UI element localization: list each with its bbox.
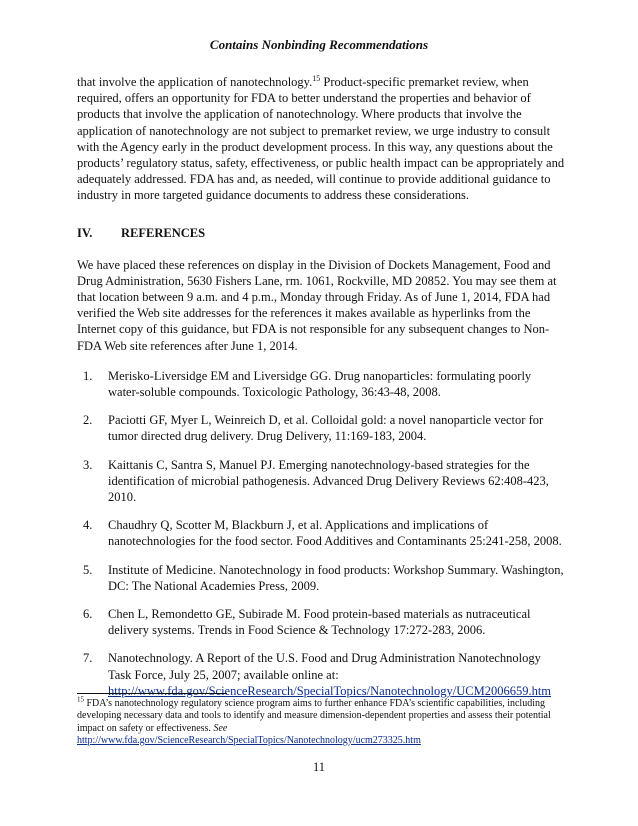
reference-text: Paciotti GF, Myer L, Weinreich D, et al. Colloidal gold: a novel nanoparticle vector for tumor directed drug delivery. Drug Delivery, 11:169-183, 2004. — [108, 413, 544, 444]
reference-item — [77, 606, 565, 638]
section-number: IV. — [77, 225, 93, 240]
reference-number: 7. — [83, 651, 93, 666]
section-heading — [77, 226, 565, 241]
reference-number: 1. — [83, 368, 93, 383]
reference-item — [77, 457, 565, 506]
reference-number: 2. — [83, 413, 93, 428]
footnote-number: 15 — [77, 695, 84, 704]
reference-item — [77, 412, 565, 444]
reference-item — [77, 650, 565, 699]
footnote — [77, 695, 567, 747]
reference-text: Chen L, Remondetto GE, Subirade M. Food protein-based materials as nutraceutical delivery systems. Trends in Food Science & Technology 17:272-283, 2006. — [108, 607, 531, 638]
footnote-link[interactable]: http://www.fda.gov/ScienceResearch/SpecialTopics/Nanotechnology/ucm273325.htm — [77, 734, 421, 746]
intro-text-before: that involve the application of nanotechnology. — [77, 75, 313, 89]
reference-text-block — [108, 650, 565, 699]
references-list — [77, 368, 565, 699]
section-title: REFERENCES — [121, 225, 206, 240]
intro-text-after: Product-specific premarket review, when required, offers an opportunity for FDA to better understand the properties and behavior of products that involve the application of nanotechnology. Where products that involve the application of nanotechnology are not subject to premarket review, we urge industry to consult with the Agency early in the product development process. In this way, any questions about the products’ regulatory status, safety, effectiveness, or public health impact can be appropriately and adequately addressed. FDA has and, as needed, will continue to provide additional guidance to industry in more targeted guidance documents to address these considerations. — [77, 75, 565, 203]
references-intro-paragraph: We have placed these references on display in the Division of Dockets Management, Food and Drug Administration, 5630 Fishers Lane, rm. 1061, Rockville, MD 20852. You may see them at that location between 9 a.m. and 4 p.m., Monday through Friday. As of June 1, 2014, FDA had verified the Web site addresses for the references it makes available as hyperlinks from the Internet copy of this guidance, but FDA is not responsible for any subsequent changes to Non-FDA Web site references after June 1, 2014. — [77, 257, 557, 353]
reference-item — [77, 368, 565, 400]
reference-item — [77, 517, 565, 549]
page-header: Contains Nonbinding Recommendations — [209, 37, 429, 52]
reference-link[interactable]: http://www.fda.gov/ScienceResearch/SpecialTopics/Nanotechnology/UCM2006659.htm — [108, 683, 552, 698]
reference-item — [77, 562, 565, 594]
reference-text: Merisko-Liversidge EM and Liversidge GG. Drug nanoparticles: formulating poorly water-soluble compounds. Toxicologic Pathology, 36:43-48, 2008. — [108, 368, 532, 400]
footnote-see-label: See — [213, 722, 228, 734]
reference-text: Chaudhry Q, Scotter M, Blackburn J, et al. Applications and implications of nanotechnologies for the food sector. Food Additives and Contaminants 25:241-258, 2008. — [108, 518, 562, 549]
reference-number: 6. — [83, 607, 93, 622]
reference-text: Kaittanis C, Santra S, Manuel PJ. Emerging nanotechnology-based strategies for the identification of microbial pathogenesis. Advanced Drug Delivery Reviews 62:408-423, 2010. — [108, 457, 549, 505]
reference-text: Nanotechnology. A Report of the U.S. Food and Drug Administration Nanotechnology Task Force, July 25, 2007; available online at: — [108, 651, 541, 682]
footnote-reference[interactable]: 15 — [312, 73, 321, 83]
page-number: 11 — [312, 760, 326, 774]
reference-text: Institute of Medicine. Nanotechnology in food products: Workshop Summary. Washington, DC: The National Academies Press, 2009. — [108, 562, 564, 593]
reference-number: 4. — [83, 518, 93, 533]
reference-number: 3. — [83, 457, 93, 472]
footnote-text: FDA’s nanotechnology regulatory science program aims to further enhance FDA’s scientific capabilities, including developing necessary data and tools to identify and measure dimension-dependent properties and assess their potential impact on safety or effectiveness. — [77, 698, 551, 734]
reference-number: 5. — [83, 562, 93, 577]
page-content — [77, 74, 565, 711]
footnote-divider — [77, 693, 227, 694]
intro-paragraph — [77, 74, 565, 204]
